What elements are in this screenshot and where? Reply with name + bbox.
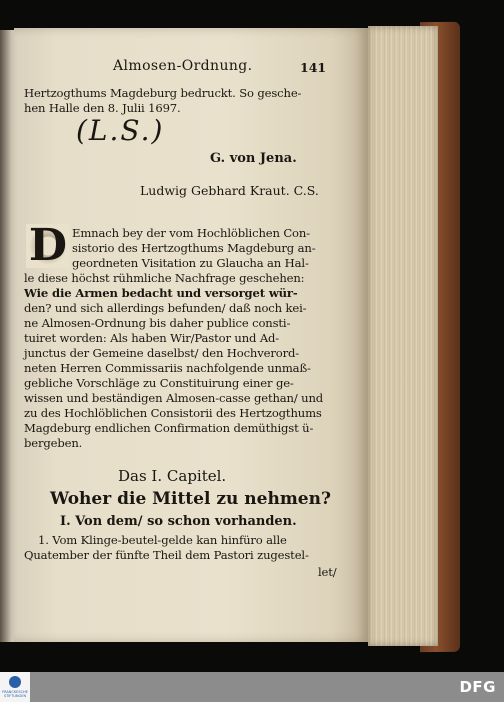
body-line-7: ne Almosen-Ordnung bis daher publice consti- (24, 316, 291, 330)
body-line-1: Emnach bey der vom Hochlöblichen Con- (72, 226, 310, 240)
body-line-2: sistorio des Hertzogthums Magdeburg an- (72, 241, 316, 255)
body-line-15: bergeben. (24, 436, 83, 450)
body-line-8: tuiret worden: Als haben Wir/Pastor und Ad- (24, 331, 280, 345)
body-line-3: geordneten Visitation zu Glaucha an Hal- (72, 256, 309, 270)
closing-line-3: let/ (318, 565, 337, 579)
closing-line-1: 1. Vom Klinge-beutel-gelde kan hinfüro alle (38, 533, 287, 547)
body-line-4: le diese höchst rühmliche Nachfrage geschehen: (24, 271, 305, 285)
seal-mark: (L.S.) (76, 114, 165, 147)
body-line-11: gebliche Vorschläge zu Constituirung einer ge- (24, 376, 294, 390)
intro-line-1: Hertzogthums Magdeburg bedruckt. So gesche- (24, 86, 302, 100)
body-line-9: junctus der Gemeine daselbst/ den Hochverord- (24, 346, 300, 360)
body-line-6: den? und sich allerdings befunden/ daß noch kei- (24, 301, 307, 315)
logo-icon (9, 676, 21, 688)
drop-cap: D (26, 224, 70, 268)
page-block-edges (368, 26, 438, 646)
section-heading: I. Von dem/ so schon vorhanden. (60, 514, 297, 529)
chapter-label: Das I. Capitel. (118, 467, 227, 485)
body-line-12: wissen und beständigen Almosen-casse gethan/ und (24, 391, 324, 405)
signatory-1: G. von Jena. (210, 151, 297, 166)
running-title: Almosen-Ordnung. (113, 58, 253, 74)
institution-logo[interactable] (0, 672, 30, 702)
signatory-2: Ludwig Gebhard Kraut. C.S. (140, 183, 319, 198)
chapter-title: Woher die Mittel zu nehmen? (50, 489, 331, 509)
body-line-14: Magdeburg endlichen Confirmation demüthigst ü- (24, 421, 314, 435)
logo-text: FRANCKESCHE STIFTUNGEN (2, 690, 28, 698)
intro-line-2: hen Halle den 8. Julii 1697. (24, 101, 181, 115)
body-line-10: neten Herren Commissariis nachfolgende unmaß- (24, 361, 311, 375)
viewer-footer-bar (0, 672, 504, 702)
body-line-5: Wie die Armen bedacht und versorget wür- (24, 286, 298, 300)
closing-line-2: Quatember der fünfte Theil dem Pastori zugestel- (24, 548, 309, 562)
page-number: 141 (300, 60, 327, 75)
body-line-13: zu des Hochlöblichen Consistorii des Hertzogthums (24, 406, 322, 420)
dfg-logo[interactable]: DFG (459, 678, 496, 696)
